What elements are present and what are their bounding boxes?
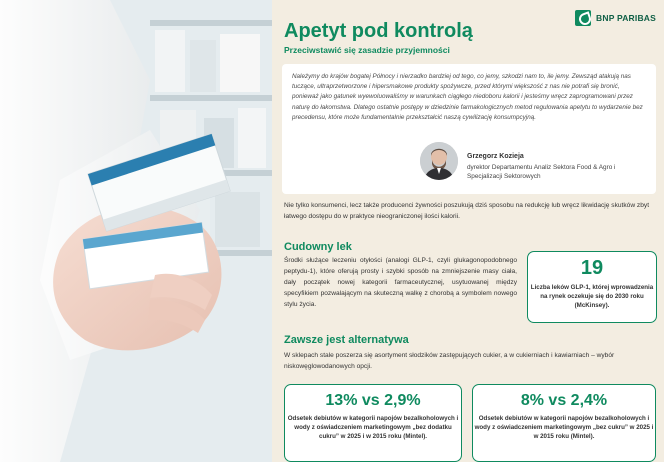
brand-name: BNP PARIBAS — [596, 13, 656, 23]
section-paragraph-cudowny-lek: Środki służące leczeniu otyłości (analogi GLP-1, czyli glukagonopodobnego peptydu-1), które oferują prosty i szybki sposób na zmniejszenie masy ciała, dały początek nowej kategorii farmaceutycznej, usytuowanej między specyfikiem pozwalającym na skuteczną walkę z chorobą a symbolem nowego stylu życia. — [284, 257, 517, 308]
stat-card-no-added-sugar — [284, 384, 462, 462]
article-content — [272, 0, 664, 462]
stat-label: Odsetek debiutów w kategorii napojów bezalkoholowych i wody z oświadczeniem marketingowym „bez dodatku cukru” w 2025 i w 2015 roku (Mintel). — [287, 415, 459, 440]
quote-text: Należymy do krajów bogatej Północy i nierzadko bardziej od tego, co jemy, szkodzi nam to, ile jemy. Zewsząd atakują nas tuczące, ultraprzetworzone i hipersmakowe produkty spożywcze, przed którymi większość z nas nie potrafi się bronić, ponieważ jako gatunek wyewoluowaliśmy w warunkach ciągłego niedoboru kalorii i jesteśmy wręcz zaprogramowani przez naturę do łakomstwa. Dlatego ostatnie postępy w dziedzinie farmakologicznych metod regulowania apetytu to wydarzenie bez precedensu, które może fundamentalnie przekształcić naszą cywilizację konsumpcyjną. — [292, 73, 643, 121]
photo-illustration — [0, 0, 272, 462]
stat-value: 19 — [580, 257, 604, 279]
author-name: Grzegorz Kozieja — [467, 153, 524, 160]
section-paragraph-alternatywa: W sklepach stale poszerza się asortyment słodzików zastępujących cukier, a w cukierniach i kawiarniach – wybór niskowęglowodanowych opcji. — [284, 352, 615, 370]
author-role: dyrektor Departamentu Analiz Sektora Food & Agro i Specjalizacji Sektorowych — [467, 164, 616, 180]
quote-author — [467, 153, 647, 181]
stat-card-sugar-free — [472, 384, 656, 462]
page-title: Apetyt pod kontrolą — [284, 20, 473, 42]
section-heading-cudowny-lek: Cudowny lek — [284, 241, 352, 253]
section-heading-zawsze-jest-alternatywa: Zawsze jest alternatywa — [284, 334, 409, 346]
stat-value: 13% vs 2,9% — [325, 392, 421, 409]
stat-value: 8% vs 2,4% — [520, 392, 608, 409]
page-subtitle: Przeciwstawić się zasadzie przyjemności — [284, 45, 450, 55]
person-avatar-icon — [420, 142, 458, 180]
stat-label: Odsetek debiutów w kategorii napojów bezalkoholowych i wody z oświadczeniem marketingowym „bez cukru” w 2025 i w 2015 roku (Mintel). — [474, 415, 654, 440]
stat-label: Liczba leków GLP-1, której wprowadzenia na rynek oczekuje się do 2030 roku (McKinsey). — [530, 284, 654, 309]
bnp-paribas-logo-icon — [575, 10, 591, 26]
quote-box — [282, 64, 656, 194]
intro-paragraph: Nie tylko konsumenci, lecz także producenci żywności poszukują dziś sposobu na redukcję lub wręcz likwidację skutków zbyt łatwego dostępu do w praktyce nieograniczonej ilości kalorii. — [284, 202, 650, 220]
hero-photo-pharmacy-hand-holding-box — [0, 0, 272, 462]
brand-logo — [575, 10, 656, 26]
stat-card-glp1-drugs — [527, 251, 657, 323]
avatar — [420, 142, 458, 180]
